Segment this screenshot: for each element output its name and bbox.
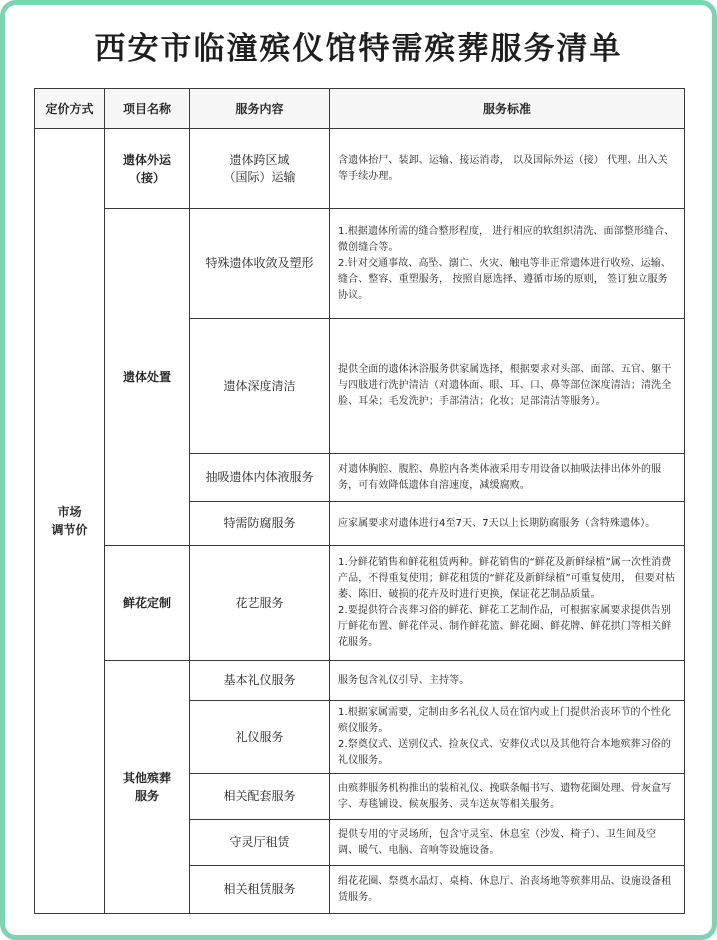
category-transport [105,129,190,209]
service-content-cell [190,546,330,661]
service-list-table [34,88,685,914]
service-standard-cell [330,661,685,701]
service-standard-cell [330,129,685,209]
content-line: 相关配套服务 [223,789,296,803]
header-item-name: 项目名称 [105,89,190,129]
standard-text: 1.分鲜花销售和鲜花租赁两种。鲜花销售的“鲜花及新鲜绿植”属一次性消费产品，不得重复使用；鲜花租赁的“鲜花及新鲜绿植”可重复使用， 但要对枯萎、陈旧、破损的花卉及时进行更换，保证花艺制品质量。 [338,557,676,600]
category-line: 遗体外运 [122,152,171,167]
standard-text: 对遗体胸腔、腹腔、鼻腔内各类体液采用专用设备以抽吸法排出体外的服务，可有效降低遗体自溶速度，减缓腐败。 [338,463,662,491]
category-other [105,661,190,914]
header-service-standard: 服务标准 [330,89,685,129]
service-standard-cell [330,502,685,546]
standard-text: 1.根据家属需要，定制由多名礼仪人员在馆内或上门提供治丧环节的个性化殡仪服务。 [338,707,671,734]
table-row [35,661,685,701]
category-line: 其他殡葬 [122,771,171,785]
table-row [35,129,685,209]
service-standard-cell [330,454,685,502]
service-content-cell [190,502,330,546]
service-content-cell [190,454,330,502]
content-line: 抽吸遗体内体液服务 [205,470,314,484]
service-content-cell [190,701,330,774]
service-content-cell [190,820,330,866]
service-standard-cell [330,866,685,914]
pricing-method-line: 市场 [57,505,82,519]
standard-text: 绢花花圈、祭奠水晶灯、桌椅、休息厅、治丧场地等殡葬用品、设施设备租赁服务。 [338,875,672,903]
standard-text: 由殡葬服务机构推出的装棺礼仪、挽联条幅书写、遗物花圈处理、骨灰盒写字、寿毯铺设、候灰服务、灵车送灰等相关服务。 [338,782,672,810]
service-content-cell [190,774,330,820]
service-content-cell [190,319,330,454]
content-line: 遗体跨区域 [229,152,290,167]
content-line: 花艺服务 [235,595,284,610]
service-content-cell [190,209,330,319]
service-standard-cell [330,209,685,319]
category-line: 服务 [134,789,159,803]
standard-text: 含遗体抬尸、装卸、运输、接运消毒， 以及国际外运（接） 代理、出入关等手续办理。 [338,154,668,182]
content-line: 基本礼仪服务 [223,673,296,687]
standard-text: 提供全面的遗体沐浴服务供家属选择，根据要求对头部、面部、五官、躯干与四肢进行洗护清洁（对遗体面、眼、耳、口、鼻等部位深度清洁；清洗全脸、耳朵；毛发洗护；手部清洁；化妆；足部清洁等服务）。 [338,364,672,407]
content-line: 特需防腐服务 [223,516,296,530]
content-line: 相关租赁服务 [223,882,296,896]
pricing-method-line: 调节价 [51,523,88,537]
standard-text: 2.祭奠仪式、送别仪式、捡灰仪式、安葬仪式以及其他符合本地殡葬习俗的礼仪服务。 [338,739,671,766]
table-row [35,546,685,661]
standard-text: 2.针对交通事故、高坠、溺亡、火灾、触电等非正常遗体进行收殓、运输、缝合、整容、重塑服务， 按照自愿选择、遵循市场的原则， 签订独立服务协议。 [338,257,671,301]
category-disposal: 遗体处置 [105,209,190,546]
service-content-cell [190,866,330,914]
content-line: 守灵厅租赁 [229,835,290,849]
category-flowers: 鲜花定制 [105,546,190,661]
service-standard-cell [330,701,685,774]
header-pricing-method: 定价方式 [35,89,105,129]
service-content-cell [190,129,330,209]
content-line: （国际）运输 [223,169,296,184]
page-title: 西安市临潼殡仪馆特需殡葬服务清单 [94,31,623,67]
content-line: 礼仪服务 [235,729,284,744]
content-line: 遗体深度清洁 [223,378,296,393]
service-standard-cell [330,546,685,661]
category-line: （接） [128,170,165,185]
standard-text: 提供专用的守灵场所，包含守灵室、休息室（沙发、椅子）、卫生间及空调、暖气、电脑、音响等设施设备。 [338,828,657,856]
table-row [35,209,685,319]
header-service-content: 服务内容 [190,89,330,129]
standard-text: 2.要提供符合丧葬习俗的鲜花、鲜花工艺制作品，可根据家属要求提供告别厅鲜花布置、鲜花伴灵、制作鲜花篮、鲜花圈、鲜花牌、鲜花拱门等相关鲜花服务。 [338,605,672,648]
service-standard-cell [330,319,685,454]
table-header-row [35,89,685,129]
standard-text: 服务包含礼仪引导、主持等。 [338,674,470,686]
standard-text: 1.根据遗体所需的缝合整形程度， 进行相应的软组织清洗、面部整形缝合、微创缝合等。 [338,225,675,253]
content-line: 特殊遗体收敛及塑形 [205,256,314,270]
pricing-method-cell [35,129,105,914]
service-standard-cell [330,774,685,820]
standard-text: 应家属要求对遗体进行4至7天、7天以上长期防腐服务（含特殊遗体）。 [338,517,656,529]
service-content-cell [190,661,330,701]
service-standard-cell [330,820,685,866]
